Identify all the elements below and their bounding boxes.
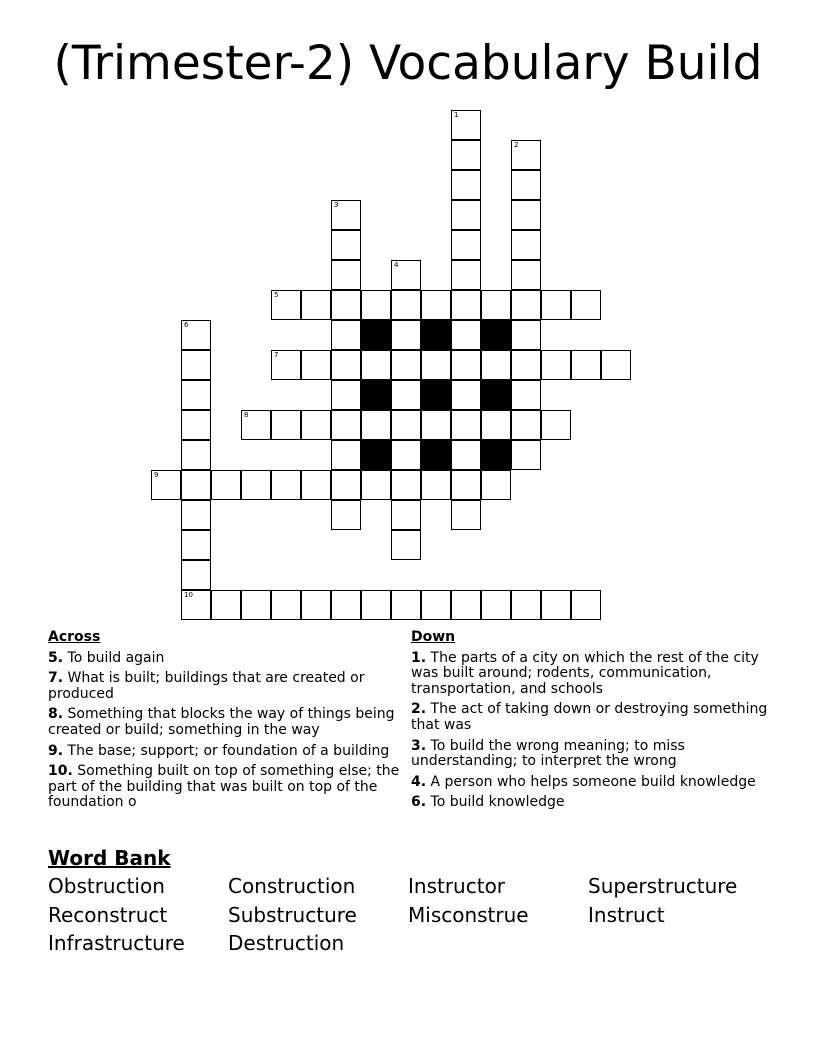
grid-cell[interactable] [511, 350, 541, 380]
grid-cell[interactable] [601, 350, 631, 380]
grid-cell[interactable] [481, 350, 511, 380]
grid-cell[interactable] [391, 410, 421, 440]
down-clue-4: 4. A person who helps someone build knowledge [411, 773, 756, 790]
grid-cell[interactable] [181, 470, 211, 500]
grid-cell[interactable] [391, 350, 421, 380]
grid-cell[interactable] [541, 350, 571, 380]
grid-cell[interactable] [421, 290, 451, 320]
grid-cell[interactable] [301, 350, 331, 380]
grid-cell[interactable] [361, 590, 391, 620]
across-clue-10: 10. Something built on top of something else; the part of the building that was built on top of the foundation o [48, 763, 400, 811]
down-clue-1: 1. The parts of a city on which the rest of the city was built around; rodents, communication, transportation, and schools [411, 649, 759, 697]
cell-number: 9 [154, 471, 159, 479]
grid-cell[interactable] [271, 590, 301, 620]
word-bank-item: Instruct [588, 903, 665, 927]
across-clue-9: 9. The base; support; or foundation of a building [48, 742, 390, 759]
grid-cell[interactable] [331, 290, 361, 320]
grid-cell[interactable] [331, 440, 361, 470]
grid-cell[interactable] [391, 320, 421, 350]
grid-cell[interactable] [451, 260, 481, 290]
word-bank-item: Substructure [228, 903, 357, 927]
cell-number: 10 [184, 591, 193, 599]
across-clues [48, 630, 408, 816]
grid-cell[interactable] [451, 110, 481, 140]
cell-number: 6 [184, 321, 189, 329]
grid-cell[interactable] [361, 350, 391, 380]
grid-cell[interactable] [451, 470, 481, 500]
grid-cell[interactable] [331, 200, 361, 230]
grid-cell[interactable] [181, 500, 211, 530]
grid-cell[interactable] [481, 470, 511, 500]
grid-block [481, 380, 511, 410]
word-bank-item: Obstruction [48, 874, 165, 898]
grid-cell[interactable] [271, 410, 301, 440]
grid-cell[interactable] [541, 410, 571, 440]
grid-cell[interactable] [331, 590, 361, 620]
down-heading: Down [411, 629, 456, 645]
grid-cell[interactable] [241, 470, 271, 500]
grid-cell[interactable] [181, 350, 211, 380]
grid-cell[interactable] [451, 200, 481, 230]
grid-cell[interactable] [571, 590, 601, 620]
down-clues [411, 630, 771, 816]
grid-cell[interactable] [511, 260, 541, 290]
grid-cell[interactable] [391, 380, 421, 410]
grid-cell[interactable] [151, 470, 181, 500]
grid-cell[interactable] [301, 410, 331, 440]
word-bank-item: Superstructure [588, 874, 738, 898]
grid-cell[interactable] [331, 260, 361, 290]
across-clue-7: 7. What is built; buildings that are created or produced [48, 670, 365, 702]
cell-number: 5 [274, 291, 279, 299]
grid-cell[interactable] [361, 470, 391, 500]
grid-cell[interactable] [451, 230, 481, 260]
cell-number: 7 [274, 351, 279, 359]
grid-cell[interactable] [331, 470, 361, 500]
grid-cell[interactable] [361, 290, 391, 320]
grid-cell[interactable] [511, 290, 541, 320]
grid-cell[interactable] [331, 230, 361, 260]
grid-cell[interactable] [451, 170, 481, 200]
grid-cell[interactable] [541, 290, 571, 320]
word-bank-item: Infrastructure [48, 931, 185, 955]
grid-cell[interactable] [451, 380, 481, 410]
grid-cell[interactable] [271, 350, 301, 380]
down-clue-6: 6. To build knowledge [411, 794, 565, 811]
word-bank-item: Destruction [228, 931, 345, 955]
cell-number: 2 [514, 141, 519, 149]
grid-cell[interactable] [301, 290, 331, 320]
grid-cell[interactable] [181, 590, 211, 620]
grid-cell[interactable] [181, 560, 211, 590]
grid-cell[interactable] [481, 410, 511, 440]
grid-cell[interactable] [391, 500, 421, 530]
across-clue-8: 8. Something that blocks the way of things being created or build; something in the way [48, 706, 395, 738]
word-bank-item: Misconstrue [408, 903, 529, 927]
grid-cell[interactable] [331, 350, 361, 380]
grid-block [361, 320, 391, 350]
grid-block [421, 380, 451, 410]
grid-cell[interactable] [391, 530, 421, 560]
grid-cell[interactable] [181, 440, 211, 470]
grid-cell[interactable] [451, 590, 481, 620]
grid-block [421, 320, 451, 350]
grid-cell[interactable] [271, 290, 301, 320]
grid-cell[interactable] [511, 140, 541, 170]
grid-cell[interactable] [181, 320, 211, 350]
grid-cell[interactable] [181, 380, 211, 410]
grid-cell[interactable] [421, 590, 451, 620]
grid-cell[interactable] [241, 410, 271, 440]
grid-cell[interactable] [451, 350, 481, 380]
grid-cell[interactable] [271, 470, 301, 500]
cell-number: 1 [454, 111, 459, 119]
puzzle-title: (Trimester-2) Vocabulary Build [53, 36, 763, 91]
grid-cell[interactable] [301, 590, 331, 620]
grid-cell[interactable] [421, 350, 451, 380]
grid-cell[interactable] [361, 410, 391, 440]
grid-cell[interactable] [481, 290, 511, 320]
cell-number: 3 [334, 201, 339, 209]
grid-cell[interactable] [421, 470, 451, 500]
grid-cell[interactable] [301, 470, 331, 500]
grid-cell[interactable] [511, 170, 541, 200]
grid-cell[interactable] [211, 590, 241, 620]
across-clue-5: 5. To build again [48, 649, 165, 666]
grid-cell[interactable] [511, 200, 541, 230]
word-bank-title: Word Bank [48, 846, 171, 870]
down-clue-2: 2. The act of taking down or destroying something that was [411, 701, 768, 733]
grid-cell[interactable] [451, 140, 481, 170]
grid-cell[interactable] [511, 320, 541, 350]
grid-cell[interactable] [391, 440, 421, 470]
grid-block [481, 320, 511, 350]
grid-cell[interactable] [451, 290, 481, 320]
cell-number: 4 [394, 261, 399, 269]
grid-cell[interactable] [391, 590, 421, 620]
grid-cell[interactable] [181, 410, 211, 440]
grid-cell[interactable] [211, 470, 241, 500]
grid-cell[interactable] [481, 590, 511, 620]
grid-cell[interactable] [331, 410, 361, 440]
grid-cell[interactable] [571, 350, 601, 380]
grid-cell[interactable] [451, 440, 481, 470]
grid-cell[interactable] [511, 380, 541, 410]
grid-cell[interactable] [541, 590, 571, 620]
grid-cell[interactable] [241, 590, 271, 620]
down-clue-3: 3. To build the wrong meaning; to miss understanding; to interpret the wrong [411, 737, 685, 770]
grid-cell[interactable] [331, 500, 361, 530]
word-bank-item: Reconstruct [48, 903, 168, 927]
grid-block [361, 440, 391, 470]
grid-cell[interactable] [331, 380, 361, 410]
grid-cell[interactable] [571, 290, 601, 320]
grid-cell[interactable] [181, 530, 211, 560]
grid-cell[interactable] [511, 440, 541, 470]
grid-cell[interactable] [451, 320, 481, 350]
across-heading: Across [48, 629, 101, 645]
grid-cell[interactable] [451, 410, 481, 440]
grid-block [481, 440, 511, 470]
grid-cell[interactable] [421, 410, 451, 440]
cell-number: 8 [244, 411, 249, 419]
grid-block [361, 380, 391, 410]
grid-cell[interactable] [331, 320, 361, 350]
grid-cell[interactable] [391, 260, 421, 290]
grid-cell[interactable] [391, 290, 421, 320]
grid-cell[interactable] [511, 230, 541, 260]
word-bank-item: Construction [228, 874, 356, 898]
grid-cell[interactable] [451, 500, 481, 530]
grid-block [421, 440, 451, 470]
grid-cell[interactable] [511, 590, 541, 620]
grid-cell[interactable] [511, 410, 541, 440]
grid-cell[interactable] [391, 470, 421, 500]
word-bank-item: Instructor [408, 874, 506, 898]
